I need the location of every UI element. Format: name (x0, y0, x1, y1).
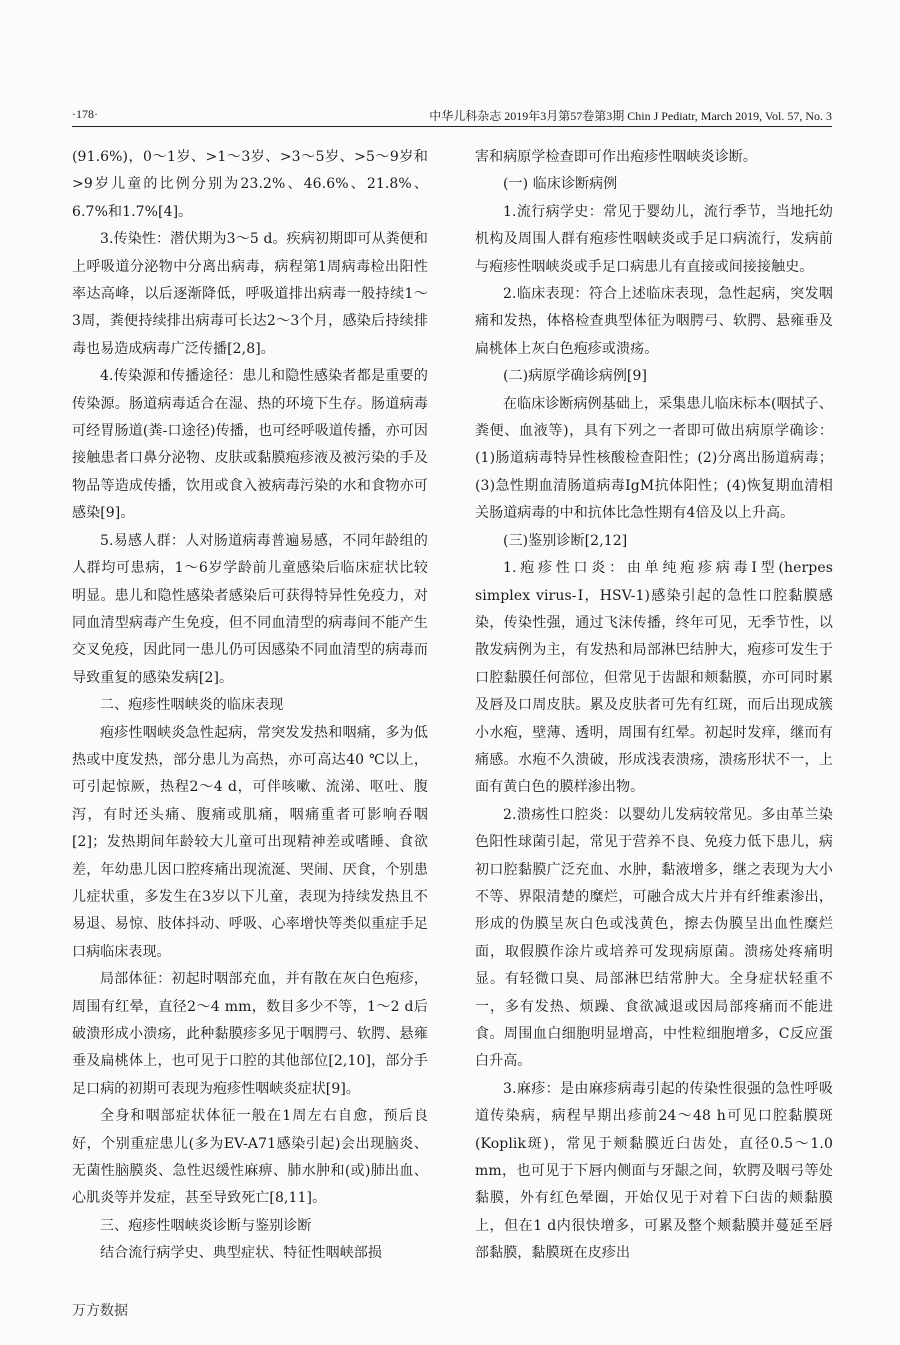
paragraph: 结合流行病学史、典型症状、特征性咽峡部损 (100, 1245, 382, 1262)
page-number: ·178· (72, 107, 98, 121)
paragraph: 1.疱疹性口炎：由单纯疱疹病毒Ⅰ型(herpes simplex virus-Ⅰ，HSV-1)感染引起的急性口腔黏膜感染，传染性强，通过飞沫传播，终年可见，无季节性，以散发病例为主，有发热和局部淋巴结肿大，疱疹可发生于口腔黏膜任何部位，但常见于齿龈和颊黏膜，亦可同时累及唇及口周皮肤。累及皮肤者可先有红斑，而后出现成簇小水疱，壁薄、透明，周围有红晕。初起时发痒，继而有痛感。水疱不久溃破，形成浅表溃疡，溃疡形状不一，上面有黄白色的膜样渗出物。 (475, 560, 833, 796)
paragraph: 害和病原学检查即可作出疱疹性咽峡炎诊断。 (475, 149, 757, 165)
paragraph: 3.麻疹：是由麻疹病毒引起的传染性很强的急性呼吸道传染病，病程早期出疹前24～48 h可见口腔黏膜斑(Koplik斑)，常见于颊黏膜近臼齿处，直径0.5～1.0 mm，也可见于下唇内侧面与牙龈之间，软腭及咽弓等处黏膜，外有红色晕圈，开始仅见于对着下臼齿的颊黏膜上，但在1 d内很快增多，可累及整个颊黏膜并蔓延至唇部黏膜，黏膜斑在皮疹出 (475, 1080, 833, 1262)
journal-citation: 中华儿科杂志 2019年3月第57卷第3期 Chin J Pediatr, March 2019, Vol. 57, No. 3 (429, 109, 832, 123)
running-header (72, 104, 832, 127)
paragraph: (91.6%)，0～1岁、>1～3岁、>3～5岁、>5～9岁和>9岁儿童的比例分别为23.2%、46.6%、21.8%、6.7%和1.7%[4]。 (72, 149, 428, 220)
paragraph: 局部体征：初起时咽部充血，并有散在灰白色疱疹，周围有红晕，直径2～4 mm，数目多少不等，1～2 d后破溃形成小溃疡，此种黏膜疹多见于咽腭弓、软腭、悬雍垂及扁桃体上，也可见于口腔的其他部位[2,10]，部分手足口病的初期可表现为疱疹性咽峡炎症状[9]。 (72, 971, 428, 1097)
section-heading: (二)病原学确诊病例[9] (503, 368, 648, 385)
paragraph: 5.易感人群：人对肠道病毒普遍易感，不同年龄组的人群均可患病，1～6岁学龄前儿童感染后临床症状比较明显。患儿和隐性感染者感染后可获得特异性免疫力，对同血清型病毒产生免疫，但不同血清型的病毒间不能产生交叉免疫，因此同一患儿仍可因感染不同血清型的病毒而导致重复的感染发病[2]。 (72, 532, 428, 686)
paragraph: 2.临床表现：符合上述临床表现，急性起病，突发咽痛和发热，体格检查典型体征为咽腭弓、软腭、悬雍垂及扁桃体上灰白色疱疹或溃疡。 (475, 286, 833, 357)
section-heading: 二、疱疹性咽峡炎的临床表现 (100, 697, 284, 714)
paragraph: 4.传染源和传播途径：患儿和隐性感染者都是重要的传染源。肠道病毒适合在湿、热的环境下生存。肠道病毒可经胃肠道(粪-口途径)传播，也可经呼吸道传播，亦可因接触患者口鼻分泌物、皮肤或黏膜疱疹液及被污染的手及物品等造成传播，饮用或食入被病毒污染的水和食物亦可感染[9]。 (72, 368, 428, 522)
paragraph: 2.溃疡性口腔炎：以婴幼儿发病较常见。多由革兰染色阳性球菌引起，常见于营养不良、免疫力低下患儿，病初口腔黏膜广泛充血、水肿，黏液增多，继之表现为大小不等、界限清楚的糜烂，可融合成大片并有纤维素渗出，形成的伪膜呈灰白色或浅黄色，擦去伪膜呈出血性糜烂面，取假膜作涂片或培养可发现病原菌。溃疡处疼痛明显。有轻微口臭、局部淋巴结常肿大。全身症状轻重不一，多有发热、烦躁、食欲减退或因局部疼痛而不能进食。周围血白细胞明显增高，中性粒细胞增多，C反应蛋白升高。 (475, 806, 833, 1070)
section-heading: (一) 临床诊断病例 (503, 176, 618, 193)
left-column (72, 144, 428, 1268)
paragraph: 疱疹性咽峡炎急性起病，常突发发热和咽痛，多为低热或中度发热，部分患儿为高热，亦可高达40 ℃以上，可引起惊厥，热程2～4 d，可伴咳嗽、流涕、呕吐、腹泻，有时还头痛、腹痛或肌痛，咽痛重者可影响吞咽[2]；发热期间年龄较大儿童可出现精神差或嗜睡、食欲差，年幼患儿因口腔疼痛出现流涎、哭闹、厌食，个别患儿症状重，多发生在3岁以下儿童，表现为持续发热且不易退、易惊、肢体抖动、呼吸、心率增快等类似重症手足口病临床表现。 (72, 724, 428, 960)
right-column (475, 144, 833, 1268)
watermark-text: 万方数据 (72, 1303, 128, 1319)
paragraph: 全身和咽部症状体征一般在1周左右自愈，预后良好，个别重症患儿(多为EV-A71感染引起)会出现脑炎、无菌性脑膜炎、急性迟缓性麻痹、肺水肿和(或)肺出血、心肌炎等并发症，甚至导致死亡[8,11]。 (72, 1108, 428, 1207)
paragraph: 1.流行病学史：常见于婴幼儿，流行季节，当地托幼机构及周围人群有疱疹性咽峡炎或手足口病流行，发病前与疱疹性咽峡炎或手足口病患儿有直接或间接接触史。 (475, 203, 833, 275)
paragraph: 3.传染性：潜伏期为3～5 d。疾病初期即可从粪便和上呼吸道分泌物中分离出病毒，病程第1周病毒检出阳性率达高峰，以后逐渐降低，呼吸道排出病毒一般持续1～3周，粪便持续排出病毒可长达2～3个月，感染后持续排毒也易造成病毒广泛传播[2,8]。 (72, 231, 428, 357)
section-heading: (三)鉴别诊断[2,12] (503, 532, 628, 549)
paragraph: 在临床诊断病例基础上，采集患儿临床标本(咽拭子、粪便、血液等)，具有下列之一者即可做出病原学确诊：(1)肠道病毒特异性核酸检查阳性；(2)分离出肠道病毒；(3)急性期血清肠道病毒IgM抗体阳性；(4)恢复期血清相关肠道病毒的中和抗体比急性期有4倍及以上升高。 (475, 395, 833, 522)
section-heading: 三、疱疹性咽峡炎诊断与鉴别诊断 (100, 1217, 312, 1234)
